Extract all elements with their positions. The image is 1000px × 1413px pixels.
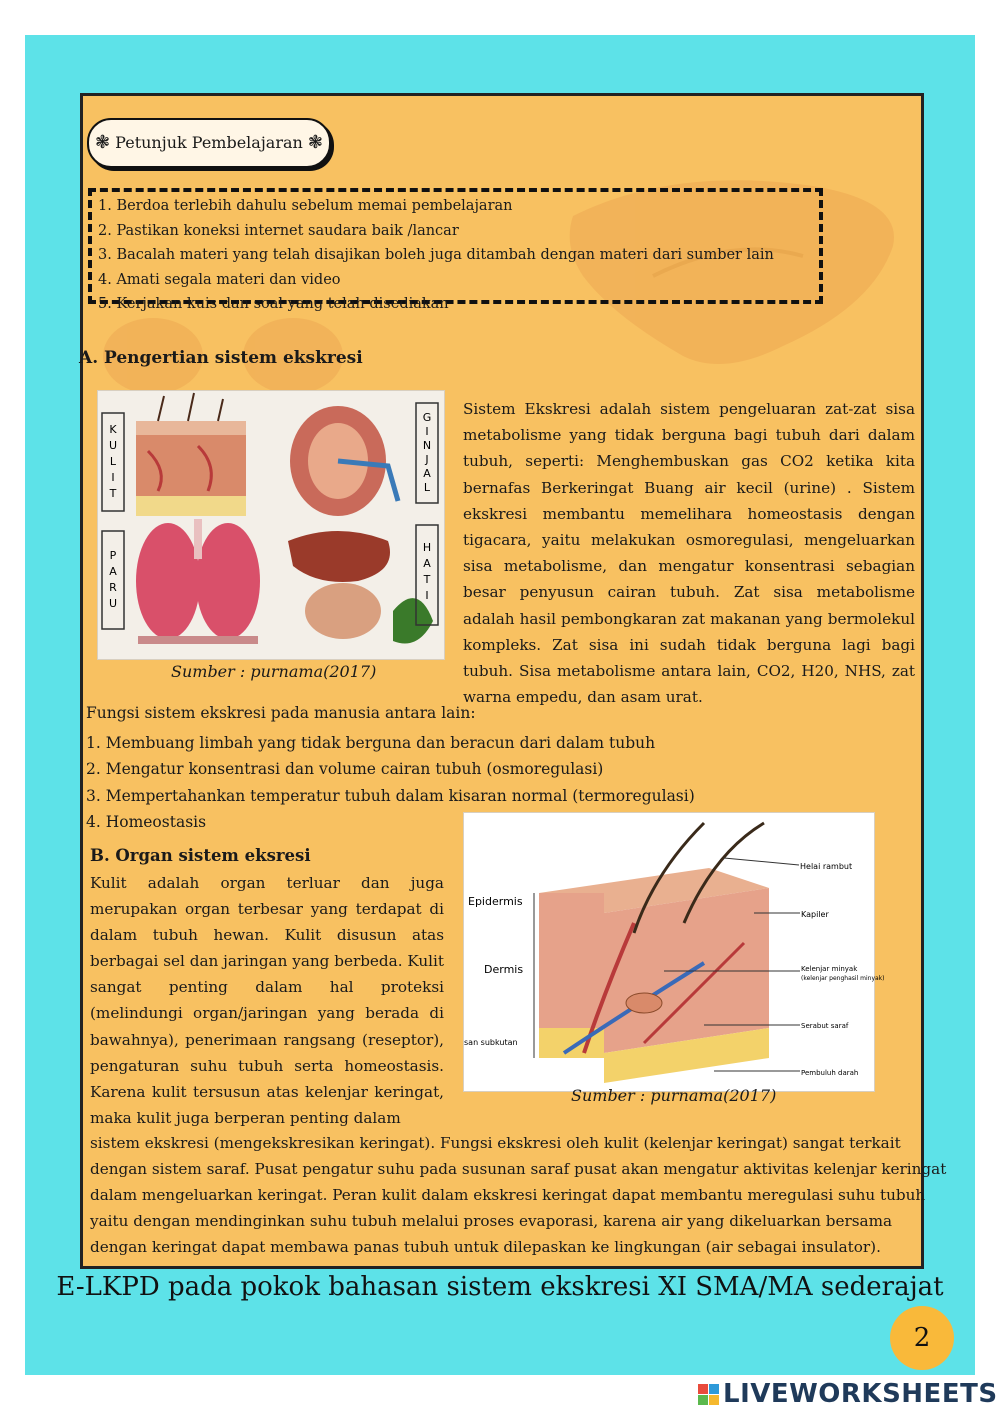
function-item: 2. Mengatur konsentrasi dan volume cairan tubuh (osmoregulasi): [86, 760, 604, 779]
skin-description-text: Kulit adalah organ terluar dan juga merupakan organ terbesar yang terdapat di dalam tubuh hewan. Kulit disusun atas berbagai sel dan jaringan yang berbeda. Kulit sangat penting dalam hal proteksi (melindungi organ/jaringan yang berada di bawahnya), penerimaan rangsang (reseptor), pengaturan suhu tubuh serta homeostasis. Karena kulit tersusun atas kelenjar keringat, maka kulit juga berperan penting dalam: [90, 874, 444, 1127]
text-line: dengan keringat dapat membawa panas tubuh untuk dilepaskan ke lingkungan (air sebagai insulator).: [90, 1238, 881, 1257]
skin-excretion-text: [90, 1130, 947, 1260]
blood-vessel-label: Pembuluh darah: [801, 1069, 859, 1077]
oil-gland-sublabel: (kelenjar penghasil minyak): [801, 975, 885, 982]
page-number-badge: 2: [890, 1306, 954, 1370]
text-line: sistem ekskresi (mengekskresikan keringat). Fungsi ekskresi oleh kulit (kelenjar keringat) sangat terkait: [90, 1134, 901, 1152]
excretory-organs-figure: [97, 390, 445, 660]
liveworksheets-icon: [698, 1384, 719, 1405]
oil-gland-label: Kelenjar minyak: [801, 965, 858, 973]
liveworksheets-logo: [698, 1378, 998, 1410]
function-item: 1. Membuang limbah yang tidak berguna dan beracun dari dalam tubuh: [86, 734, 656, 752]
epidermis-label: Epidermis: [468, 895, 523, 908]
text-line: dengan sistem saraf. Pusat pengatur suhu pada susunan saraf pusat akan mengatur aktivitas kelenjar keringat: [90, 1160, 947, 1179]
instruction-item: 4. Amati segala materi dan video: [98, 271, 341, 288]
instruction-item: 1. Berdoa terlebih dahulu sebelum memai pembelajaran: [98, 198, 513, 214]
instruction-list: [88, 188, 823, 312]
subkutan-label: san subkutan: [464, 1038, 518, 1047]
dermis-label: Dermis: [484, 963, 524, 976]
section-b-title: B. Organ sistem eksresi: [90, 846, 311, 865]
function-item: 4. Homeostasis: [86, 812, 207, 831]
section-a-title: A. Pengertian sistem ekskresi: [79, 348, 363, 368]
kulit-label: K U L I T: [108, 423, 118, 500]
skin-cross-section-figure: [463, 812, 885, 1092]
worksheet-page: [79, 93, 947, 1269]
paru-label: P A R U: [108, 549, 118, 610]
text-line: yaitu dengan mendinginkan suhu tubuh melalui proses evaporasi, karena air yang dikeluarkan bersama: [90, 1212, 893, 1231]
hair-label: Helai rambut: [800, 862, 853, 871]
instruction-item: 3. Bacalah materi yang telah disajikan boleh juga ditambah dengan materi dari sumber lain: [98, 247, 774, 263]
liveworksheets-brand: LIVEWORKSHEETS: [723, 1379, 998, 1409]
learning-guide-label: [87, 118, 331, 168]
nerve-label: Serabut saraf: [801, 1022, 849, 1030]
function-list-title: Fungsi sistem ekskresi pada manusia antara lain:: [86, 704, 476, 722]
flower-icon: ❃: [307, 132, 324, 153]
hati-label: H A T I: [422, 541, 432, 602]
instruction-item: 5. Kerjakan kuis dan soal yang telah disediakan: [98, 296, 449, 312]
capillary-label: Kapiler: [801, 910, 829, 919]
instruction-item: 2. Pastikan koneksi internet saudara baik /lancar: [98, 222, 459, 239]
worksheet-footer-title: E-LKPD pada pokok bahasan sistem ekskresi XI SMA/MA sederajat: [56, 1272, 944, 1302]
ginjal-label: G I N J A L: [422, 411, 432, 494]
figure-caption: Sumber : purnama(2017): [171, 662, 377, 681]
flower-icon: ❃: [94, 132, 111, 153]
learning-guide-text: Petunjuk Pembelajaran: [115, 133, 303, 152]
text-line: dalam mengeluarkan keringat. Peran kulit dalam ekskresi keringat dapat membantu meregulasi suhu tubuh: [90, 1186, 926, 1205]
figure-caption: Sumber : purnama(2017): [571, 1086, 777, 1105]
function-item: 3. Mempertahankan temperatur tubuh dalam kisaran normal (termoregulasi): [86, 786, 695, 805]
excretion-definition-text: Sistem Ekskresi adalah sistem pengeluaran zat-zat sisa metabolisme yang tidak berguna bagi tubuh dari dalam tubuh, seperti: Menghembuskan gas CO2 ketika kita bernafas Berkeringat Buang air kecil (urine) . Sistem ekskresi membantu memelihara homeostasis dengan tigacara, yaitu melakukan osmoregulasi, mengeluarkan sisa metabolisme, dan mengatur konsentrasi sebagian besar penyusun cairan tubuh. Zat sisa metabolisme adalah hasil pembongkaran zat makanan yang bermolekul kompleks. Zat sisa ini sudah tidak berguna lagi bagi tubuh. Sisa metabolisme antara lain, CO2, H20, NHS, zat warna empedu, dan asam urat.: [463, 400, 915, 707]
